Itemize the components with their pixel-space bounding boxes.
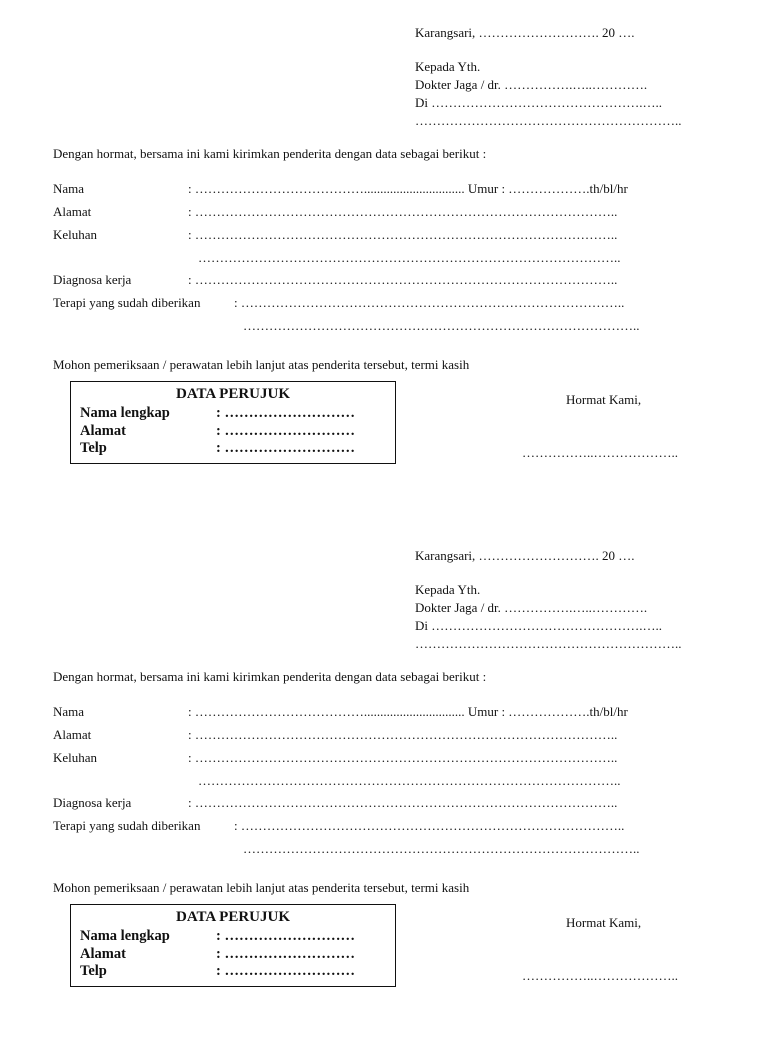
nama-label: Nama xyxy=(53,181,85,196)
intro-text: Dengan hormat, bersama ini kami kirimkan penderita dengan data sebagai berikut : xyxy=(53,146,487,161)
perujuk-alamat-field: : ……………………… xyxy=(216,946,355,962)
place-date-line: Karangsari, ………………………. 20 …. xyxy=(415,25,635,40)
recipient-location-line2: …………………………………………………….. xyxy=(415,113,682,128)
data-perujuk-title: DATA PERUJUK xyxy=(175,909,291,925)
recipient-doctor: Dokter Jaga / dr. …………….…..…………. xyxy=(415,600,648,615)
perujuk-alamat-label: Alamat xyxy=(80,423,126,439)
diagnosa-field: : …………………………………………………………………………………….. xyxy=(188,795,618,810)
recipient-location: Di ………………………………………….….. xyxy=(415,618,662,633)
diagnosa-label: Diagnosa kerja xyxy=(53,272,132,287)
signature-greeting: Hormat Kami, xyxy=(566,392,642,407)
terapi-field: : …………………………………………………………………………….. xyxy=(234,295,625,310)
perujuk-telp-field: : ……………………… xyxy=(216,440,355,456)
perujuk-nama-label: Nama lengkap xyxy=(80,405,170,421)
alamat-field: : …………………………………………………………………………………….. xyxy=(188,204,618,219)
perujuk-nama-field: : ……………………… xyxy=(216,928,355,944)
recipient-location: Di ………………………………………….….. xyxy=(415,95,662,110)
intro-text: Dengan hormat, bersama ini kami kirimkan penderita dengan data sebagai berikut : xyxy=(53,669,487,684)
closing-text: Mohon pemeriksaan / perawatan lebih lanjut atas penderita tersebut, termi kasih xyxy=(53,880,470,895)
signature-line: ……………..……………….. xyxy=(522,445,678,460)
data-perujuk-title: DATA PERUJUK xyxy=(175,386,291,402)
keluhan-label: Keluhan xyxy=(53,227,98,242)
alamat-label: Alamat xyxy=(53,727,92,742)
perujuk-alamat-label: Alamat xyxy=(80,946,126,962)
terapi-field-line2: ……………………………………………………………………………….. xyxy=(243,318,640,333)
data-perujuk-box xyxy=(70,904,396,987)
data-perujuk-box xyxy=(70,381,396,464)
perujuk-nama-label: Nama lengkap xyxy=(80,928,170,944)
signature-line: ……………..……………….. xyxy=(522,968,678,983)
terapi-label: Terapi yang sudah diberikan xyxy=(53,295,201,310)
recipient-location-line2: …………………………………………………….. xyxy=(415,636,682,651)
alamat-label: Alamat xyxy=(53,204,92,219)
nama-umur-field: : …………………………………............................... Umur : ……………….th/bl/hr xyxy=(188,181,628,196)
nama-label: Nama xyxy=(53,704,85,719)
terapi-field: : …………………………………………………………………………….. xyxy=(234,818,625,833)
keluhan-field: : …………………………………………………………………………………….. xyxy=(188,227,618,242)
nama-umur-field: : …………………………………............................... Umur : ……………….th/bl/hr xyxy=(188,704,628,719)
terapi-label: Terapi yang sudah diberikan xyxy=(53,818,201,833)
perujuk-telp-label: Telp xyxy=(80,963,107,979)
perujuk-telp-label: Telp xyxy=(80,440,107,456)
referral-form-2 xyxy=(0,523,768,1046)
diagnosa-field: : …………………………………………………………………………………….. xyxy=(188,272,618,287)
diagnosa-label: Diagnosa kerja xyxy=(53,795,132,810)
perujuk-nama-field: : ……………………… xyxy=(216,405,355,421)
terapi-field-line2: ……………………………………………………………………………….. xyxy=(243,841,640,856)
keluhan-label: Keluhan xyxy=(53,750,98,765)
recipient-doctor: Dokter Jaga / dr. …………….…..…………. xyxy=(415,77,648,92)
keluhan-field-line2: …………………………………………………………………………………….. xyxy=(198,773,621,788)
alamat-field: : …………………………………………………………………………………….. xyxy=(188,727,618,742)
place-date-line: Karangsari, ………………………. 20 …. xyxy=(415,548,635,563)
keluhan-field: : …………………………………………………………………………………….. xyxy=(188,750,618,765)
closing-text: Mohon pemeriksaan / perawatan lebih lanjut atas penderita tersebut, termi kasih xyxy=(53,357,470,372)
recipient-salutation: Kepada Yth. xyxy=(415,59,481,74)
recipient-salutation: Kepada Yth. xyxy=(415,582,481,597)
perujuk-telp-field: : ……………………… xyxy=(216,963,355,979)
keluhan-field-line2: …………………………………………………………………………………….. xyxy=(198,250,621,265)
perujuk-alamat-field: : ……………………… xyxy=(216,423,355,439)
signature-greeting: Hormat Kami, xyxy=(566,915,642,930)
